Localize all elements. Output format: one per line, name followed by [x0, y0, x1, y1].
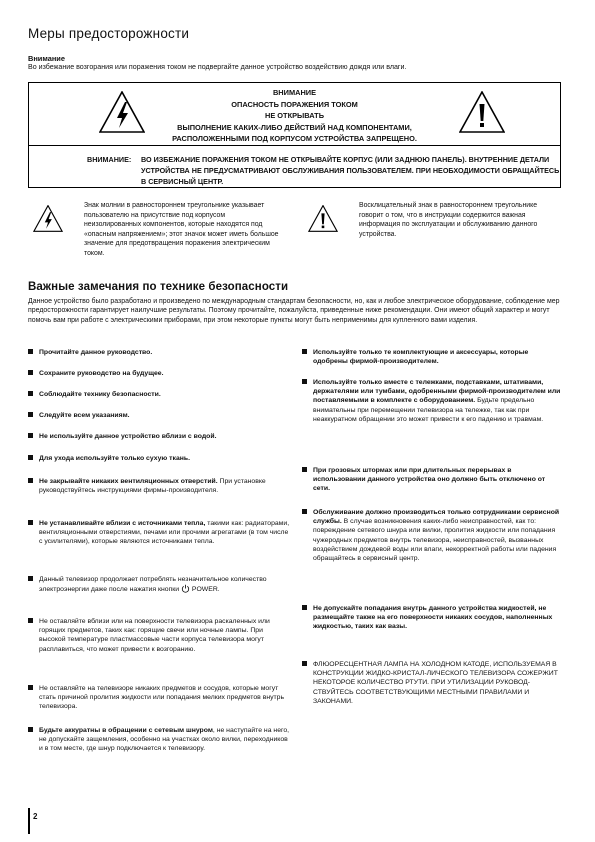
bullet-square-icon — [302, 349, 307, 354]
bullet-square-icon — [28, 478, 33, 483]
page-number: 2 — [33, 812, 38, 821]
bullet-square-icon — [28, 370, 33, 375]
bullet-square-icon — [28, 412, 33, 417]
warning-line: НЕ ОТКРЫВАТЬ — [264, 111, 325, 120]
bullet-square-icon — [28, 433, 33, 438]
bullet-square-icon — [28, 727, 33, 732]
bullet-square-icon — [28, 685, 33, 690]
bullet-square-icon — [28, 455, 33, 460]
caution-label: ВНИМАНИЕ: — [87, 155, 132, 164]
bullet-square-icon — [302, 509, 307, 514]
bullet-square-icon — [302, 467, 307, 472]
page-title: Меры предосторожности — [28, 26, 190, 41]
bullet-square-icon — [302, 379, 307, 384]
caution-text: ВО ИЗБЕЖАНИЕ ПОРАЖЕНИЯ ТОКОМ НЕ ОТКРЫВАЙТЕ КОРПУС (ИЛИ ЗАДНЮЮ ПАНЕЛЬ). ВНУТРЕННИЕ ДЕТАЛИ УСТРОЙСТВА НЕ ПРЕДУСМАТРИВАЮТ ОБСЛУЖИВАНИЯ ПОЛЬЗОВАТЕЛЕМ. ПРИ НЕОБХОДИМОСТИ ОБРАЩАЙТЕСЬ В СЕРВИСНЫЙ ЦЕНТР. — [141, 155, 560, 186]
bullet-square-icon — [302, 605, 307, 610]
warning-line: РАСПОЛОЖЕННЫМИ ПОД КОРПУСОМ УСТРОЙСТВА ЗАПРЕЩЕНО. — [172, 134, 417, 143]
attention-heading: Внимание — [28, 54, 65, 63]
exclamation-symbol-text: Восклицательный знак в равностороннем треугольнике говорит о том, что в инструкции содержится важная информация по эксплуатации и обслуживанию данного устройства. — [359, 202, 538, 238]
bullet-square-icon — [28, 520, 33, 525]
bullet-square-icon — [302, 661, 307, 666]
lightning-symbol-text: Знак молнии в равностороннем треугольнике указывает пользователю на присутствие под корпусом неизолированных компонентов, которые находятся под «опасным напряжением»; этот значок может иметь большое значение для предотвращения поражения электрическим током. — [84, 202, 279, 257]
right-column: Используйте только те комплектующие и аксессуары, которые одобрены фирмой-производителем. Используйте только вместе с тележками, подставками, штативами, держателями или тумбами, одобренными фирмой-производителем или поставляемыми в комплекте с оборудованием. Будьте предельно внимательны при перемещении телевизора на тележке, так как при неаккуратном обращении это может привести к его падению и травмам. При грозовых штормах или при длительных перерывах в использовании данного устройства оно должно быть отключено от сети. Обслуживание должно производиться только сотрудниками сервисной службы. В случае возникновения каких-либо неисправностей, как то: повреждение сетевого шнура или вилки, пролития жидкости или попадания чужеродных предметов внутрь телевизора, неисправностей, вызванных воздействием дождевой воды или влаги, некорректной работы или падения обращайтесь в сервисный центр. Не допускайте попадания внутрь данного устройства жидкостей, не размещайте также на его поверхности никаких сосудов, наполненных жидкостью, таких как вазы. ФЛЮОРЕСЦЕНТНАЯ ЛАМПА НА ХОЛОДНОМ КАТОДЕ, ИСПОЛЬЗУЕМАЯ В КОНСТРУКЦИИ ЖИДКО-КРИСТАЛ-ЛИЧЕСКОГО ТЕЛЕВИЗОРА СОЖЕРЖИТ НЕКОТОРОЕ КОЛИЧЕСТВО РТУТИ. ПРИ УТИЛИЗАЦИИ РУКОВОД-СТВУЙТЕСЬ СООТВЕТСТВУЮЩИМИ МЕСТНЫМИ ПРАВИЛАМИ И ЗАКОНАМИ. — [302, 0, 567, 842]
warning-line: ВНИМАНИЕ — [272, 88, 317, 97]
bullet-square-icon — [28, 618, 33, 623]
warning-line: ОПАСНОСТЬ ПОРАЖЕНИЯ ТОКОМ — [231, 99, 358, 109]
warning-line: ВЫПОЛНЕНИЕ КАКИХ-ЛИБО ДЕЙСТВИЙ НАД КОМПОНЕНТАМИ, — [177, 122, 412, 132]
bullet-square-icon — [28, 349, 33, 354]
attention-text: Во избежание возгорания или поражения током не подвергайте данное устройство воздействию дождя или влаги. — [28, 63, 407, 71]
safety-intro: Данное устройство было разработано и произведено по международным стандартам безопасности, но, как и любое электрическое оборудование, соблюдение мер предосторожности гарантирует наилучшие результаты. Поэтому прочитайте, пожалуйста, приведенные ниже рекомендации. Они имеют общий характер и могут помочь вам при работе с электрическими приборами, при этом некоторые пункты могут быть неприменимы для купленного вами изделия. — [28, 298, 560, 324]
safety-heading: Важные замечания по технике безопасности — [28, 281, 289, 293]
left-column: Прочитайте данное руководство. Сохраните руководство на будущее. Соблюдайте технику безопасности. Следуйте всем указаниям. Не используйте данное устройство вблизи с водой. Для ухода используйте только сухую ткань. Не закрывайте никаких вентиляционных отверстий. При установке руководствуйтесь инструкциями фирмы-производителя. Не устанавливайте вблизи с источниками тепла, такими как: радиаторами, вентиляционными отверстиями, печами или прочими агрегатами (в том числе с усилителями), которые являются источниками тепла. Данный телевизор продолжает потреблять незначительное количество электроэнергии даже после нажатия кнопки POWER. Не оставляйте вблизи или на поверхности телевизора раскаленных или горящих предметов, таких как: горящие свечи или ночные лампы. При высокой температуре пластмассовые части корпуса телевизора могут расплавиться, что может привести к возгоранию. Не оставляйте на телевизоре никаких предметов и сосудов, которые могут стать причиной пролития жидкости или попадания мелких предметов внутрь телевизора. Будьте аккуратны в обращении с сетевым шнуром, не наступайте на него, не допускайте защемления, особенно на участках около вилки, переходников и в том месте, где шнур подключается к телевизору. — [28, 0, 293, 842]
bullet-square-icon — [28, 576, 33, 581]
bullet-square-icon — [28, 391, 33, 396]
page-marker-bar — [28, 808, 30, 834]
power-icon — [181, 584, 190, 593]
